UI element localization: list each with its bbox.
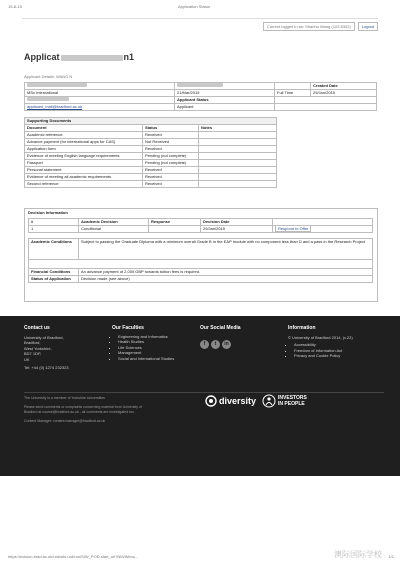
facebook-icon[interactable]: f [200,340,209,349]
programme-date: 21/Mar/2015 [175,90,275,97]
academic-conditions-label: Academic Conditions [29,239,79,260]
decision-heading: Decision Information [28,210,68,215]
supporting-heading: Supporting Documents [25,118,277,125]
table-row: Advance payment (for international apps for CAS) Not Received [25,139,277,146]
faculty-link[interactable]: ▪ Health Studies [118,339,202,345]
footer-contact: Contact us University of Bradford, Bradford, West Yorkshire, BD7 1DP, UK Tel: +44 (0) 1274 232323 [24,326,104,371]
info-link[interactable]: ▪ Accessibility [294,342,388,348]
study-mode: Full Time [275,90,311,97]
diversity-icon [205,395,217,407]
financial-conditions-text: An advance payment of 2,000 GBP towards tuition fees is required. [79,269,373,276]
twitter-icon[interactable]: t [211,340,220,349]
diversity-logo: diversity [205,395,256,407]
print-url: https://evision.brad.ac.uk/urd/sits.urd/run/SIW_POD.start_url?NM/Wenu... [8,554,139,559]
created-date-label: Created Date [311,83,377,90]
decision-table: # Academic Decision Response Decision Date 1 Conditional 29/Jan/2015 Respond to Offer [28,218,373,233]
print-date: 15-8-15 [8,4,22,9]
information-heading: Information [288,325,316,331]
table-row: Academic reference Received [25,132,277,139]
info-link[interactable]: ▪ Privacy and Cookie Policy [294,353,388,359]
iip-icon [262,394,276,408]
watermark: 澳际国际学校 [334,550,382,559]
conditions-table [28,238,373,283]
table-row: Second reference Received [25,181,277,188]
info-link[interactable]: ▪ Freedom of Information Act [294,348,388,354]
social-heading: Our Social Media [200,325,241,331]
table-row: Application form Received [25,146,277,153]
faculties-heading: Our Faculties [112,325,144,331]
footer-information [288,326,388,359]
print-title: Application Status [178,4,211,9]
copyright: © University of Bradford 2014, (v.22) [288,334,353,340]
logged-in-label: Current logged in as: Shanhu Wang (103 8302) [263,22,355,31]
decision-panel [24,208,378,302]
applicant-status: Applicant [175,104,275,111]
table-row: Evidence of meeting English language requirements Pending (not complete) [25,153,277,160]
faculty-link[interactable]: ▪ Management [118,350,202,356]
supporting-documents-table [24,117,277,188]
table-row: Passport Pending (not complete) [25,160,277,167]
status-of-application-text: Decision made (see above) [79,276,373,283]
contact-tel: Tel: +44 (0) 1274 232323 [24,365,69,370]
faculty-link[interactable]: ▪ Engineering and Informatics [118,334,202,340]
linkedin-icon[interactable]: in [222,340,231,349]
applicant-table [24,82,377,111]
status-of-application-label: Status of Application [29,276,79,283]
col-document: Document [25,125,143,132]
applicant-status-label: Applicant Status [175,97,275,104]
footer-logos [205,394,307,408]
applicant-email[interactable]: applicant_mail@bradford.ac.uk [25,104,175,111]
page-title: Applicat n1 [24,52,135,62]
top-bar [263,22,378,31]
site-footer [0,316,400,476]
financial-conditions-label: Financial Conditions [29,269,79,276]
investors-in-people-logo: INVESTORS IN PEOPLE [262,394,307,408]
footer-divider [24,392,384,393]
top-divider [22,18,378,19]
programme: MSc International [25,90,175,97]
created-date: 29/Jan/2015 [311,90,377,97]
academic-conditions-text: Subject to passing the Graduate Diploma with a minimum overall Grade B in the EAP module with no component less than D and a pass in the Research Project [79,239,373,260]
faculty-link[interactable]: ▪ Life Sciences [118,345,202,351]
respond-to-offer-button[interactable]: Respond to Offer [275,226,311,233]
decision-row: 1 Conditional 29/Jan/2015 Respond to Offer [29,226,373,233]
col-status: Status [143,125,199,132]
page-subtitle: Applicant Details: WANG N [24,74,73,79]
footer-faculties [112,326,202,361]
table-row: Personal statement Received [25,167,277,174]
table-row: Evidence of meeting all academic requirements Received [25,174,277,181]
col-notes: Notes [199,125,277,132]
footer-notes: The University is a member of Yorkshire Universities Please send comments or complaints concerning material from University of Bradford at course@bradford.ac.uk - all comments are investigated too Content Manager: content.manager@bradford.ac.uk [24,396,142,423]
footer-social [200,326,280,349]
print-page-number: 1/1 [388,554,394,559]
contact-heading: Contact us [24,325,50,331]
faculty-link[interactable]: ▪ Social and International Studies [118,356,202,362]
logout-button[interactable]: Logout [358,22,378,31]
